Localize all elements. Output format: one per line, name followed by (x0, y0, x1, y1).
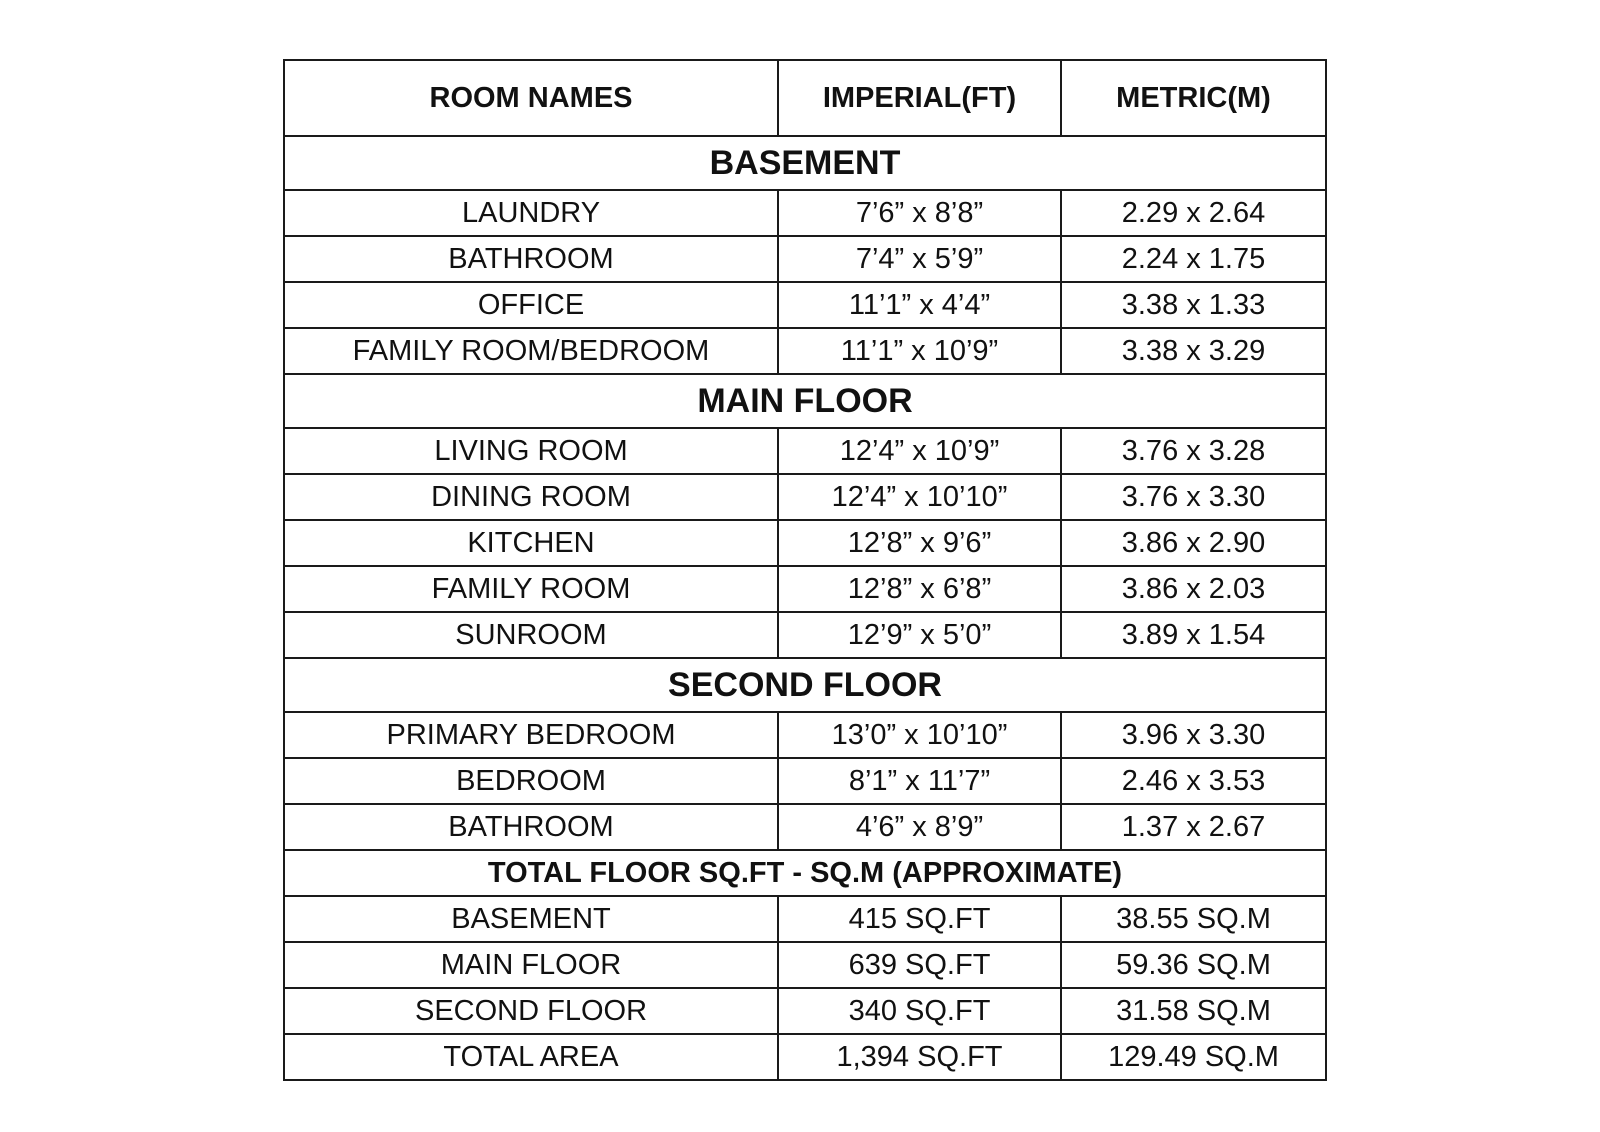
table-row (284, 282, 1326, 328)
metric-value: 2.24 x 1.75 (1061, 236, 1326, 282)
section-main-floor (284, 374, 1326, 428)
section-title: TOTAL FLOOR SQ.FT - SQ.M (APPROXIMATE) (284, 850, 1326, 896)
table-row (284, 190, 1326, 236)
section-title: BASEMENT (284, 136, 1326, 190)
imperial-value: 4’6” x 8’9” (778, 804, 1061, 850)
room-name: PRIMARY BEDROOM (284, 712, 778, 758)
table-row (284, 712, 1326, 758)
metric-area: 129.49 SQ.M (1061, 1034, 1326, 1080)
imperial-value: 12’4” x 10’9” (778, 428, 1061, 474)
table-row (284, 236, 1326, 282)
metric-value: 3.89 x 1.54 (1061, 612, 1326, 658)
metric-value: 3.86 x 2.90 (1061, 520, 1326, 566)
table-row (284, 988, 1326, 1034)
table-header-row (284, 60, 1326, 136)
floor-name: BASEMENT (284, 896, 778, 942)
table-row (284, 566, 1326, 612)
metric-value: 2.29 x 2.64 (1061, 190, 1326, 236)
metric-value: 2.46 x 3.53 (1061, 758, 1326, 804)
table-row (284, 474, 1326, 520)
section-totals (284, 850, 1326, 896)
table-row (284, 804, 1326, 850)
table-row (284, 328, 1326, 374)
metric-area: 38.55 SQ.M (1061, 896, 1326, 942)
section-basement (284, 136, 1326, 190)
room-name: FAMILY ROOM/BEDROOM (284, 328, 778, 374)
imperial-header: IMPERIAL(FT) (778, 60, 1061, 136)
section-title: MAIN FLOOR (284, 374, 1326, 428)
imperial-value: 7’4” x 5’9” (778, 236, 1061, 282)
imperial-value: 12’4” x 10’10” (778, 474, 1061, 520)
imperial-value: 11’1” x 10’9” (778, 328, 1061, 374)
table-row (284, 758, 1326, 804)
room-name: KITCHEN (284, 520, 778, 566)
metric-value: 3.76 x 3.30 (1061, 474, 1326, 520)
floor-name: MAIN FLOOR (284, 942, 778, 988)
room-name: BATHROOM (284, 804, 778, 850)
table-row (284, 1034, 1326, 1080)
imperial-value: 12’8” x 6’8” (778, 566, 1061, 612)
table-row (284, 612, 1326, 658)
imperial-area: 340 SQ.FT (778, 988, 1061, 1034)
table-row (284, 428, 1326, 474)
metric-value: 3.86 x 2.03 (1061, 566, 1326, 612)
table-row (284, 520, 1326, 566)
table-row (284, 942, 1326, 988)
section-title: SECOND FLOOR (284, 658, 1326, 712)
room-name: LAUNDRY (284, 190, 778, 236)
metric-value: 3.38 x 1.33 (1061, 282, 1326, 328)
floor-name: SECOND FLOOR (284, 988, 778, 1034)
room-name: BEDROOM (284, 758, 778, 804)
imperial-value: 11’1” x 4’4” (778, 282, 1061, 328)
room-name: DINING ROOM (284, 474, 778, 520)
imperial-area: 639 SQ.FT (778, 942, 1061, 988)
imperial-value: 12’8” x 9’6” (778, 520, 1061, 566)
metric-area: 59.36 SQ.M (1061, 942, 1326, 988)
room-name: OFFICE (284, 282, 778, 328)
imperial-area: 1,394 SQ.FT (778, 1034, 1061, 1080)
metric-value: 1.37 x 2.67 (1061, 804, 1326, 850)
metric-header: METRIC(M) (1061, 60, 1326, 136)
room-name: LIVING ROOM (284, 428, 778, 474)
floor-name: TOTAL AREA (284, 1034, 778, 1080)
room-name: BATHROOM (284, 236, 778, 282)
metric-value: 3.76 x 3.28 (1061, 428, 1326, 474)
room-name: FAMILY ROOM (284, 566, 778, 612)
imperial-value: 13’0” x 10’10” (778, 712, 1061, 758)
section-second-floor (284, 658, 1326, 712)
metric-value: 3.38 x 3.29 (1061, 328, 1326, 374)
imperial-value: 12’9” x 5’0” (778, 612, 1061, 658)
room-dimensions-table (283, 59, 1327, 1081)
imperial-value: 8’1” x 11’7” (778, 758, 1061, 804)
table-row (284, 896, 1326, 942)
metric-area: 31.58 SQ.M (1061, 988, 1326, 1034)
room-name: SUNROOM (284, 612, 778, 658)
metric-value: 3.96 x 3.30 (1061, 712, 1326, 758)
imperial-value: 7’6” x 8’8” (778, 190, 1061, 236)
room-names-header: ROOM NAMES (284, 60, 778, 136)
imperial-area: 415 SQ.FT (778, 896, 1061, 942)
